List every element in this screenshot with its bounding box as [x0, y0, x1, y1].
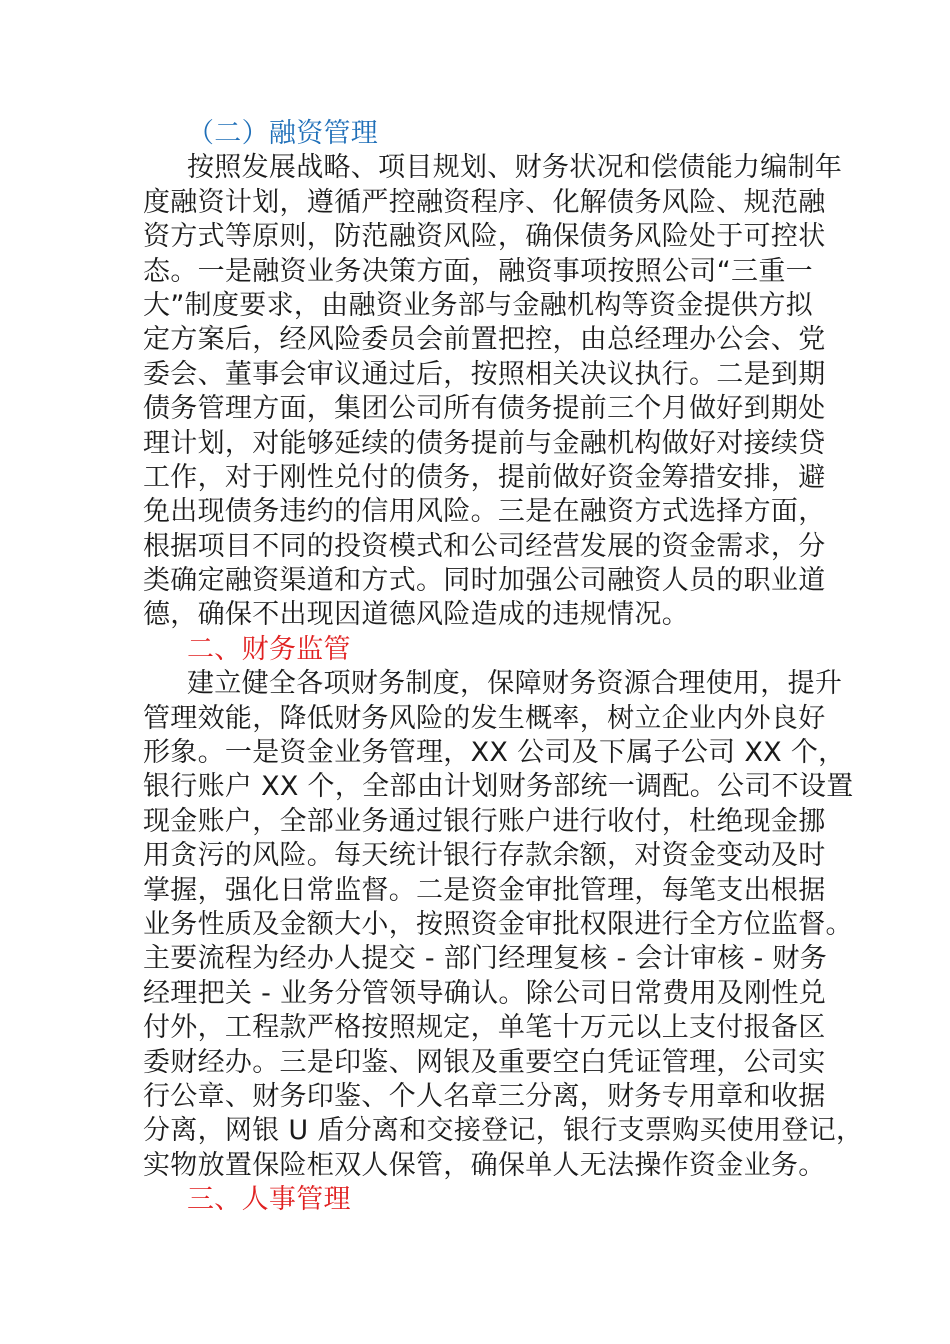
- paragraph-line: 委财经办。三是印鉴、网银及重要空白凭证管理，公司实: [143, 1046, 826, 1078]
- paragraph-line: 掌握，强化日常监督。二是资金审批管理，每笔支出根据: [143, 874, 826, 906]
- paragraph-line: 委会、董事会审议通过后，按照相关决议执行。二是到期: [143, 358, 826, 390]
- section-heading-financing: （二）融资管理: [187, 118, 379, 149]
- paragraph-line: 按照发展战略、项目规划、财务状况和偿债能力编制年: [187, 152, 843, 184]
- paragraph-line: 分离，网银 U 盾分离和交接登记，银行支票购买使用登记，: [143, 1115, 864, 1147]
- paragraph-line: 态。一是融资业务决策方面，融资事项按照公司“三重一: [143, 255, 813, 287]
- paragraph-line: 用贪污的风险。每天统计银行存款余额，对资金变动及时: [143, 840, 826, 872]
- paragraph-line: 类确定融资渠道和方式。同时加强公司融资人员的职业道: [143, 565, 826, 597]
- paragraph-line: 根据项目不同的投资模式和公司经营发展的资金需求，分: [143, 530, 826, 562]
- paragraph-line: 管理效能，降低财务风险的发生概率，树立企业内外良好: [143, 702, 826, 734]
- paragraph-line: 度融资计划，遵循严控融资程序、化解债务风险、规范融: [143, 186, 826, 218]
- paragraph-line: 定方案后，经风险委员会前置把控，由总经理办公会、党: [143, 324, 826, 356]
- paragraph-line: 债务管理方面，集团公司所有债务提前三个月做好到期处: [143, 393, 826, 425]
- paragraph-line: 形象。一是资金业务管理，XX 公司及下属子公司 XX 个，: [143, 737, 846, 769]
- paragraph-line: 建立健全各项财务制度，保障财务资源合理使用，提升: [187, 668, 843, 700]
- paragraph-line: 付外，工程款严格按照规定，单笔十万元以上支付报备区: [143, 1012, 826, 1044]
- paragraph-line: 业务性质及金额大小，按照资金审批权限进行全方位监督。: [143, 908, 853, 940]
- paragraph-line: 行公章、财务印鉴、个人名章三分离，财务专用章和收据: [143, 1080, 826, 1112]
- paragraph-line: 工作，对于刚性兑付的债务，提前做好资金筹措安排，避: [143, 461, 826, 493]
- paragraph-line: 资方式等原则，防范融资风险，确保债务风险处于可控状: [143, 221, 826, 253]
- document-page: [143, 117, 864, 1218]
- paragraph-line: 经理把关 - 业务分管领导确认。除公司日常费用及刚性兑: [143, 977, 827, 1009]
- section-heading-personnel: 三、人事管理: [187, 1184, 351, 1216]
- paragraph-line: 免出现债务违约的信用风险。三是在融资方式选择方面，: [143, 496, 826, 528]
- paragraph-line-last: 德，确保不出现因道德风险造成的违规情况。: [143, 599, 689, 631]
- paragraph-line: 现金账户，全部业务通过银行账户进行收付，杜绝现金挪: [143, 805, 826, 837]
- paragraph-line: 大”制度要求，由融资业务部与金融机构等资金提供方拟: [143, 289, 813, 321]
- paragraph-line-last: 实物放置保险柜双人保管，确保单人无法操作资金业务。: [143, 1149, 826, 1181]
- section-heading-finance-supervision: 二、财务监管: [187, 633, 351, 665]
- paragraph-line: 理计划，对能够延续的债务提前与金融机构做好对接续贷: [143, 427, 826, 459]
- paragraph-line: 主要流程为经办人提交 - 部门经理复核 - 会计审核 - 财务: [143, 943, 828, 975]
- paragraph-line: 银行账户 XX 个，全部由计划财务部统一调配。公司不设置: [143, 771, 854, 803]
